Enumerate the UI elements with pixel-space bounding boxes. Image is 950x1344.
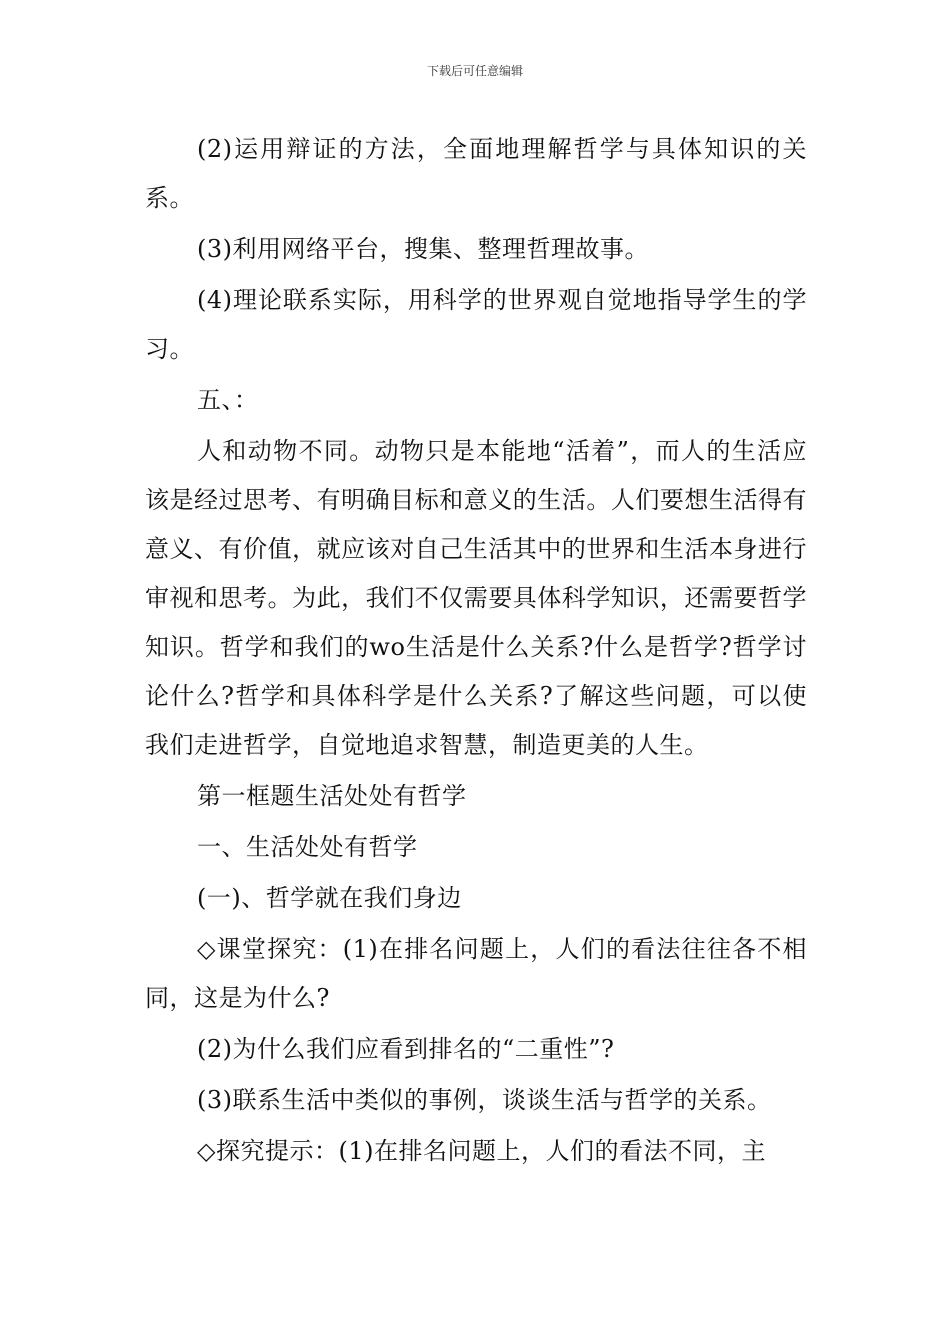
paragraph-objective-3: (3)利用网络平台，搜集、整理哲理故事。 [197, 235, 649, 263]
document-body [145, 125, 807, 1178]
page-header: 下载后可任意编辑 [426, 64, 523, 78]
paragraph-inquiry-2: (2)为什么我们应看到排名的“二重性”? [197, 1035, 615, 1063]
paragraph-objective-4: (4)理论联系实际，用科学的世界观自觉地指导学生的学习。 [145, 286, 807, 363]
lesson-title: 第一框题生活处处有哲学 [197, 782, 467, 810]
paragraph-inquiry-3: (3)联系生活中类似的事例，谈谈生活与哲学的关系。 [197, 1086, 772, 1114]
paragraph-intro: 人和动物不同。动物只是本能地“活着”，而人的生活应该是经过思考、有明确目标和意义的生活。人们要想生活得有意义、有价值，就应该对自己生活其中的世界和生活本身进行审视和思考。为此，我们不仅需要具体科学知识，还需要哲学知识。哲学和我们的wo生活是什么关系?什么是哲学?哲学讨论什么?哲学和具体科学是什么关系?了解这些问题，可以使我们走进哲学，自觉地追求智慧，制造更美的人生。 [145, 437, 807, 759]
paragraph-objective-2: (2)运用辩证的方法，全面地理解哲学与具体知识的关系。 [145, 135, 807, 212]
subsection-heading: (一)、哲学就在我们身边 [197, 884, 462, 912]
paragraph-inquiry-1: ◇课堂探究：(1)在排名问题上，人们的看法往往各不相同，这是为什么? [145, 935, 807, 1012]
paragraph-hint-1: ◇探究提示：(1)在排名问题上，人们的看法不同，主 [197, 1137, 766, 1165]
section-heading-five: 五、： [197, 386, 259, 414]
section-heading-one: 一、生活处处有哲学 [197, 833, 418, 861]
